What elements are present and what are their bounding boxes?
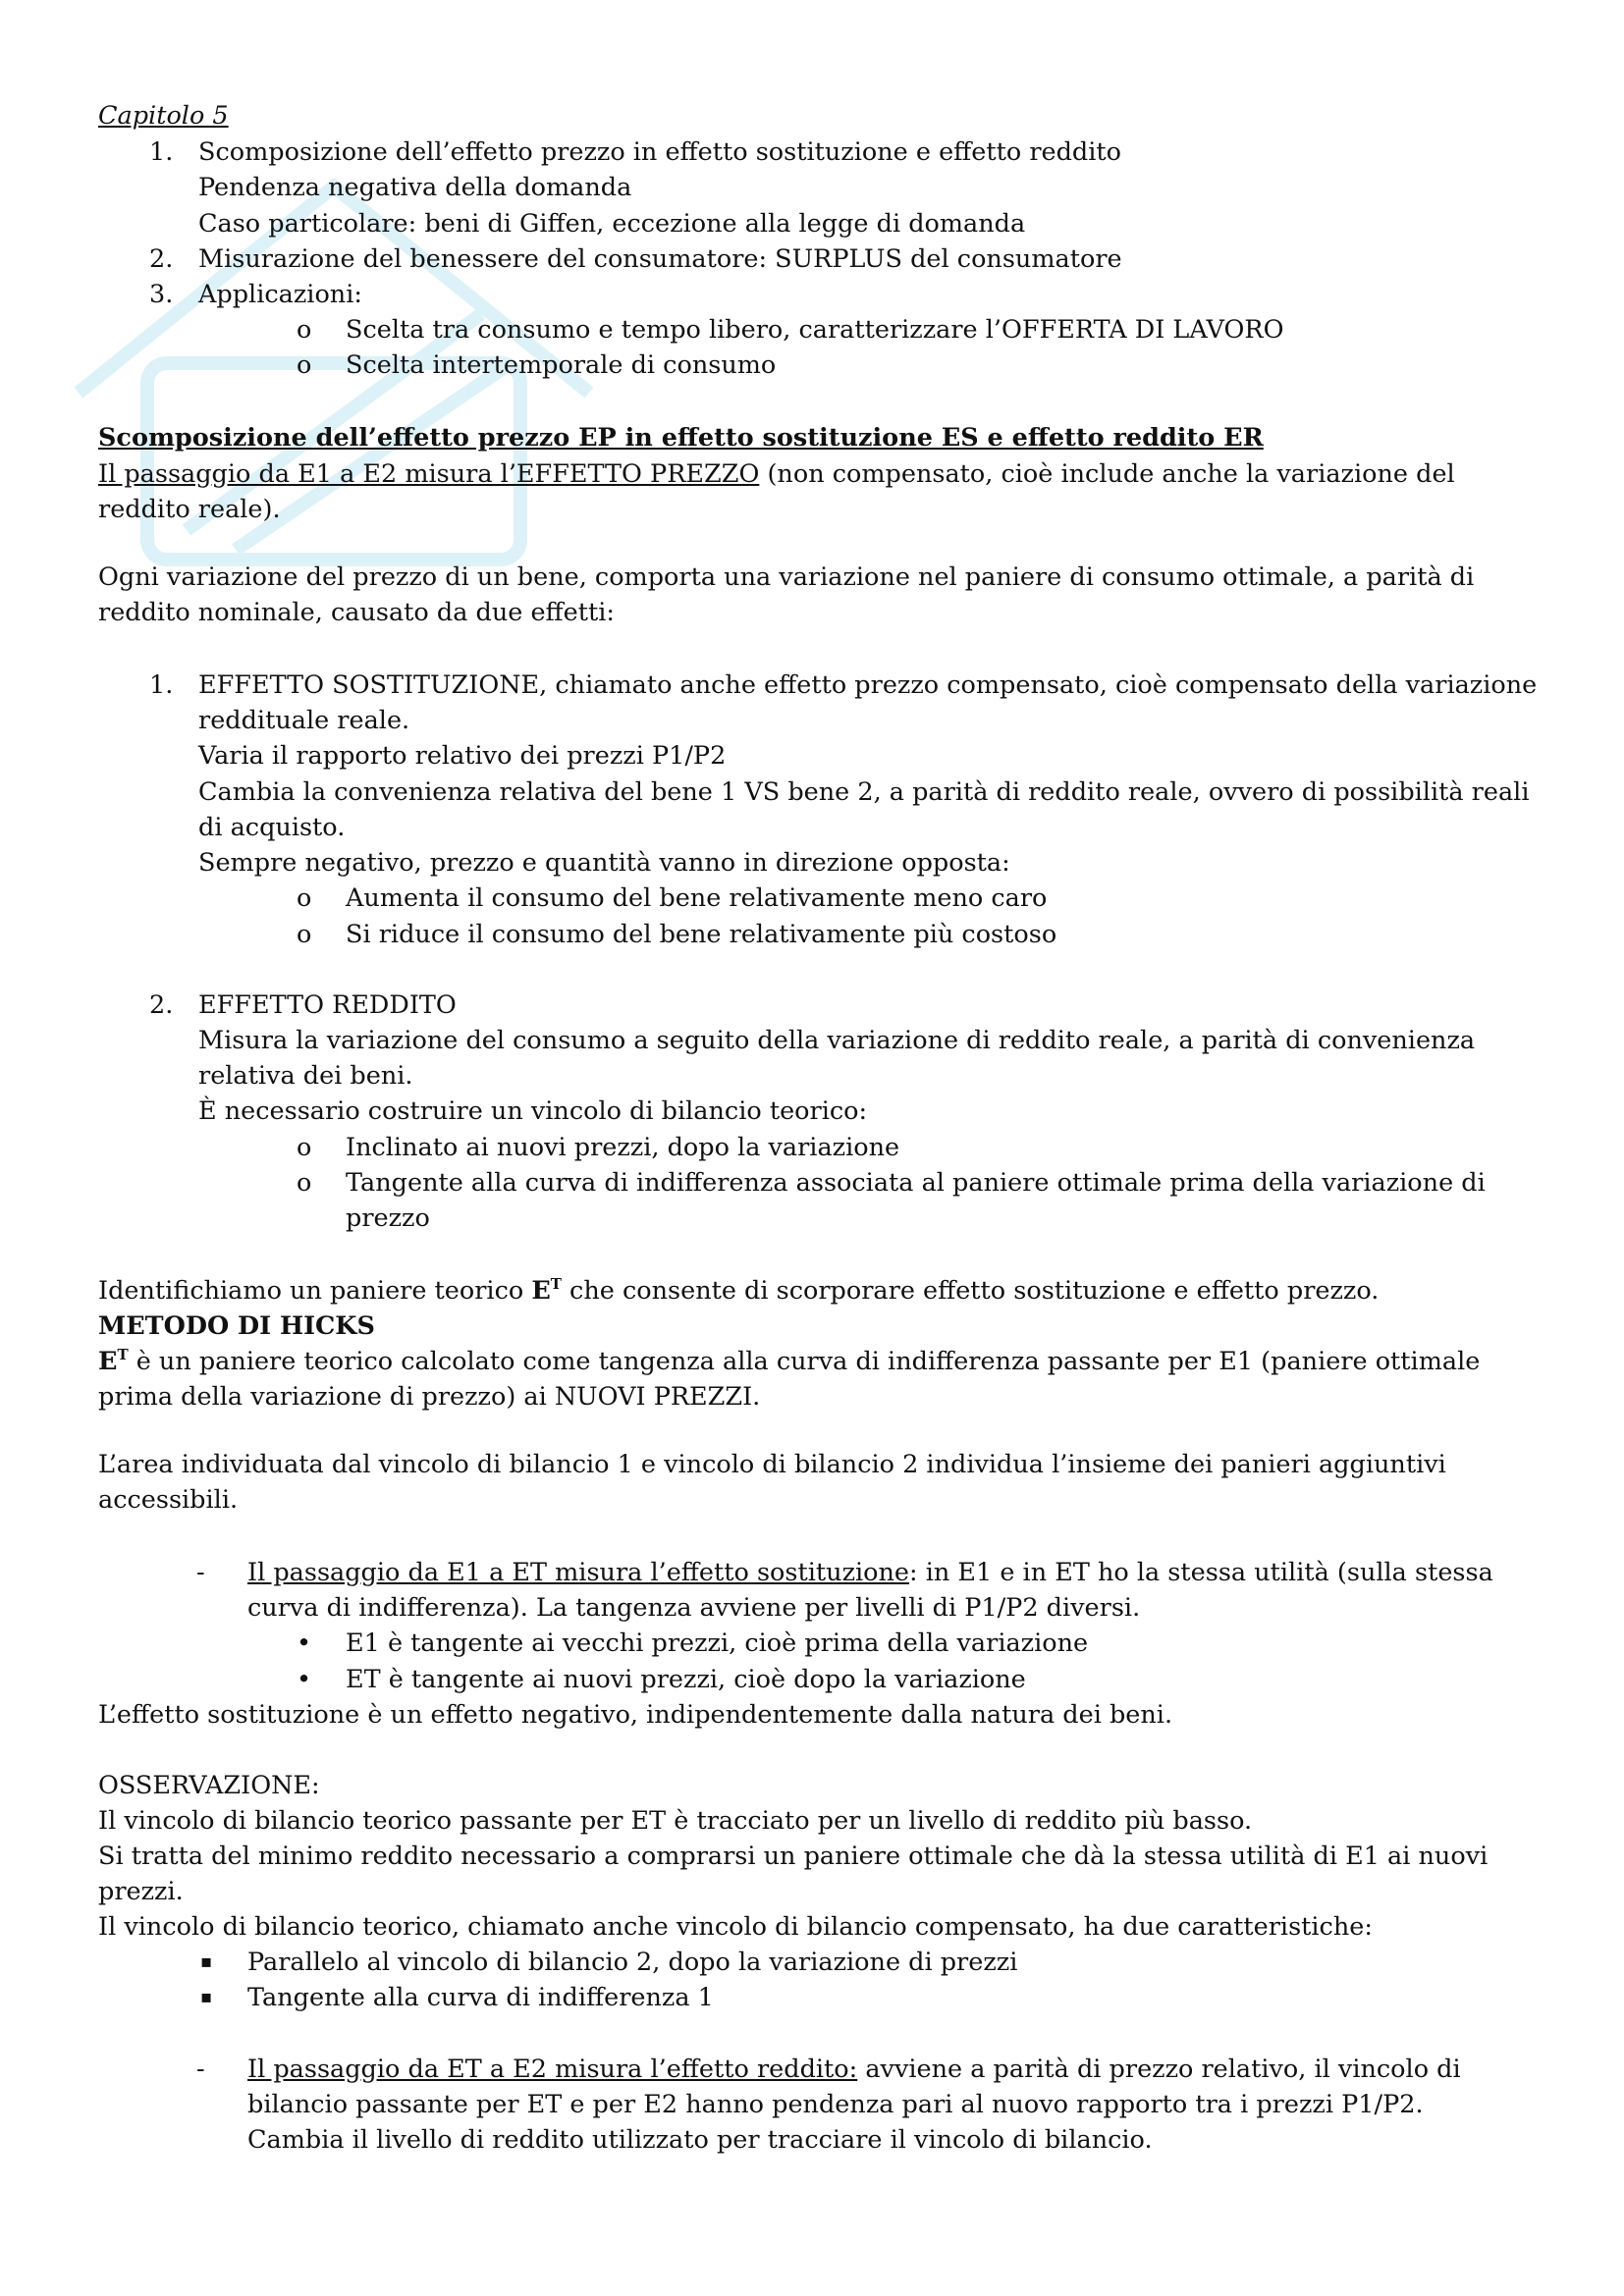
superscript: T: [550, 1275, 562, 1293]
list-marker: o: [297, 920, 312, 949]
list-item: Cambia la convenienza relativa del bene 1 VS bene 2, a parità di reddito reale, ovvero di possibilità reali: [198, 777, 1530, 807]
list-marker: ▪: [200, 1987, 213, 2007]
list-item: EFFETTO SOSTITUZIONE, chiamato anche effetto prezzo compensato, cioè compensato della variazione: [198, 670, 1538, 700]
list-item: Scomposizione dell’effetto prezzo in effetto sostituzione e effetto reddito: [198, 137, 1122, 167]
list-marker: ▪: [200, 1951, 213, 1972]
list-marker: o: [297, 883, 312, 913]
list-marker: o: [297, 315, 312, 345]
list-number: 2.: [149, 990, 174, 1020]
list-marker: -: [196, 1558, 205, 1587]
list-item: bilancio passante per ET e per E2 hanno pendenza pari al nuovo rapporto tra i prezzi P1/P2.: [247, 2090, 1424, 2119]
chapter-title: Capitolo 5: [98, 101, 229, 131]
list-number: 2.: [149, 244, 174, 274]
text: avviene a parità di prezzo relativo, il vincolo di: [857, 2055, 1461, 2084]
paragraph-line: [98, 1273, 1379, 1308]
list-item: Misurazione del benessere del consumatore: SURPLUS del consumatore: [198, 244, 1122, 274]
paragraph-line: [98, 456, 1455, 492]
list-marker: o: [297, 1133, 312, 1162]
list-item: Si riduce il consumo del bene relativamente più costoso: [346, 920, 1057, 949]
underlined-text: Il passaggio da ET a E2 misura l’effetto reddito:: [247, 2055, 858, 2084]
list-number: 1.: [149, 137, 174, 167]
symbol: E: [98, 1347, 118, 1376]
paragraph-line: L’area individuata dal vincolo di bilancio 1 e vincolo di bilancio 2 individua l’insieme dei panieri aggiuntivi: [98, 1450, 1446, 1479]
list-number: 3.: [149, 280, 174, 309]
list-item: curva di indifferenza). La tangenza avviene per livelli di P1/P2 diversi.: [247, 1593, 1141, 1623]
text: Identifichiamo un paniere teorico: [98, 1276, 532, 1306]
paragraph-line: Ogni variazione del prezzo di un bene, comporta una variazione nel paniere di consumo ottimale, a parità di: [98, 562, 1475, 592]
text: : in E1 e in ET ho la stessa utilità (sulla stessa: [909, 1558, 1493, 1587]
paragraph-line: prima della variazione di prezzo) ai NUOVI PREZZI.: [98, 1382, 761, 1412]
underlined-text: Il passaggio da E1 a E2 misura l’EFFETTO PREZZO: [98, 459, 760, 489]
list-marker: •: [297, 1665, 312, 1694]
list-item: Cambia il livello di reddito utilizzato per tracciare il vincolo di bilancio.: [247, 2125, 1153, 2155]
symbol: E: [531, 1276, 551, 1306]
paragraph-line: L’effetto sostituzione è un effetto negativo, indipendentemente dalla natura dei beni.: [98, 1700, 1173, 1730]
list-item: Scelta tra consumo e tempo libero, caratterizzare l’OFFERTA DI LAVORO: [346, 315, 1284, 345]
observation-title: OSSERVAZIONE:: [98, 1771, 320, 1800]
list-marker: •: [297, 1629, 312, 1658]
list-item: Tangente alla curva di indifferenza 1: [247, 1983, 714, 2012]
symbol-et: [98, 1347, 129, 1376]
symbol-et: [531, 1276, 562, 1306]
list-item: Scelta intertemporale di consumo: [346, 350, 777, 380]
list-item: relativa dei beni.: [198, 1061, 413, 1091]
list-item: Inclinato ai nuovi prezzi, dopo la variazione: [346, 1133, 900, 1162]
section-title: Scomposizione dell’effetto prezzo EP in effetto sostituzione ES e effetto reddito ER: [98, 423, 1264, 453]
paragraph-line: reddito nominale, causato da due effetti:: [98, 598, 615, 627]
superscript: T: [117, 1346, 129, 1363]
list-item: Pendenza negativa della domanda: [198, 173, 632, 202]
list-item: [247, 2052, 1461, 2087]
list-item: reddituale reale.: [198, 706, 410, 735]
list-item: E1 è tangente ai vecchi prezzi, cioè prima della variazione: [346, 1629, 1089, 1658]
paragraph-line: accessibili.: [98, 1485, 239, 1515]
underlined-text: Il passaggio da E1 a ET misura l’effetto sostituzione: [247, 1558, 910, 1587]
list-item: prezzo: [346, 1203, 430, 1233]
list-marker: -: [196, 2055, 205, 2084]
list-item: Misura la variazione del consumo a seguito della variazione di reddito reale, a parità di convenienza: [198, 1026, 1476, 1055]
paragraph-line: reddito reale).: [98, 495, 281, 524]
paragraph-line: Il vincolo di bilancio teorico, chiamato anche vincolo di bilancio compensato, ha due caratteristiche:: [98, 1912, 1373, 1942]
list-item: Tangente alla curva di indifferenza associata al paniere ottimale prima della variazione di: [346, 1168, 1486, 1198]
text: è un paniere teorico calcolato come tangenza alla curva di indifferenza passante per E1 (paniere ottimale: [128, 1347, 1481, 1376]
list-item: Applicazioni:: [198, 280, 362, 309]
paragraph-line: Il vincolo di bilancio teorico passante per ET è tracciato per un livello di reddito più basso.: [98, 1806, 1253, 1836]
subsection-title: METODO DI HICKS: [98, 1311, 375, 1341]
list-number: 1.: [149, 670, 174, 700]
list-item: [247, 1555, 1493, 1590]
list-marker: o: [297, 1168, 312, 1198]
text: che consente di scorporare effetto sostituzione e effetto prezzo.: [561, 1276, 1380, 1306]
paragraph-line: Si tratta del minimo reddito necessario a comprarsi un paniere ottimale che dà la stessa utilità di E1 ai nuovi: [98, 1842, 1489, 1871]
list-item: È necessario costruire un vincolo di bilancio teorico:: [198, 1096, 868, 1126]
list-item: Caso particolare: beni di Giffen, eccezione alla legge di domanda: [198, 209, 1026, 239]
list-item: Sempre negativo, prezzo e quantità vanno in direzione opposta:: [198, 848, 1010, 878]
list-marker: o: [297, 350, 312, 380]
list-item: ET è tangente ai nuovi prezzi, cioè dopo la variazione: [346, 1665, 1026, 1694]
paragraph-line: prezzi.: [98, 1877, 184, 1906]
paragraph-line: [98, 1344, 1480, 1379]
list-item: Parallelo al vincolo di bilancio 2, dopo la variazione di prezzi: [247, 1948, 1018, 1977]
list-item: Aumenta il consumo del bene relativamente meno caro: [346, 883, 1048, 913]
list-item: EFFETTO REDDITO: [198, 990, 457, 1020]
list-item: di acquisto.: [198, 813, 346, 842]
list-item: Varia il rapporto relativo dei prezzi P1/P2: [198, 741, 727, 771]
text: (non compensato, cioè include anche la variazione del: [759, 459, 1455, 489]
